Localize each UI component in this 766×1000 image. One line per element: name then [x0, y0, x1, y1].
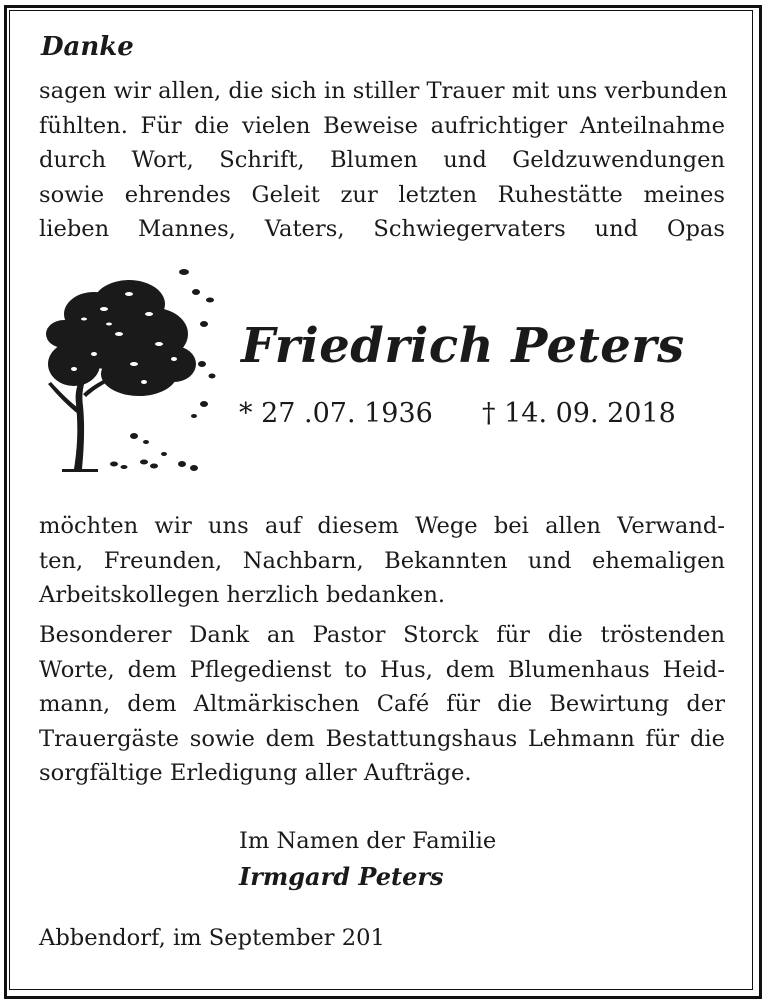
- intro-line: sowie ehrendes Geleit zur letzten Ruhestätte meines: [39, 181, 725, 208]
- signature-intro: Im Namen der Familie: [239, 828, 497, 854]
- intro-paragraph: [39, 74, 728, 247]
- intro-line: lieben Mannes, Vaters, Schwiegervaters und Opas: [39, 216, 725, 243]
- thanks-line: ten, Freunden, Nachbarn, Bekannten und ehemaligen: [39, 547, 725, 574]
- thanks-paragraph: [39, 509, 725, 613]
- thanks-line: Arbeitskollegen herzlich bedanken.: [39, 582, 446, 609]
- thanks-line: möchten wir uns auf diesem Wege bei allen Verwand-: [39, 513, 725, 539]
- windblown-tree-icon: [34, 264, 224, 480]
- death-date: † 14. 09. 2018: [482, 398, 676, 429]
- special-thanks-paragraph: [39, 618, 725, 791]
- heading: Danke: [41, 32, 134, 62]
- special-line: sorgfältige Erledigung aller Aufträge.: [39, 760, 472, 787]
- signature-name: Irmgard Peters: [239, 862, 444, 891]
- special-line: Worte, dem Pflegedienst to Hus, dem Blumenhaus Heid-: [39, 656, 725, 683]
- special-line: Besonderer Dank an Pastor Storck für die tröstenden: [39, 622, 725, 648]
- intro-line: fühlten. Für die vielen Beweise aufrichtiger Anteilnahme: [39, 112, 725, 139]
- place-date: Abbendorf, im September 201: [39, 925, 385, 951]
- intro-line: durch Wort, Schrift, Blumen und Geldzuwendungen: [39, 147, 725, 174]
- special-line: mann, dem Altmärkischen Café für die Bewirtung der: [39, 691, 725, 718]
- birth-date: * 27 .07. 1936: [239, 398, 433, 429]
- special-line: Trauergäste sowie dem Bestattungshaus Lehmann für die: [39, 725, 725, 752]
- deceased-name: Friedrich Peters: [241, 318, 685, 374]
- intro-line: sagen wir allen, die sich in stiller Trauer mit uns verbunden: [39, 78, 728, 104]
